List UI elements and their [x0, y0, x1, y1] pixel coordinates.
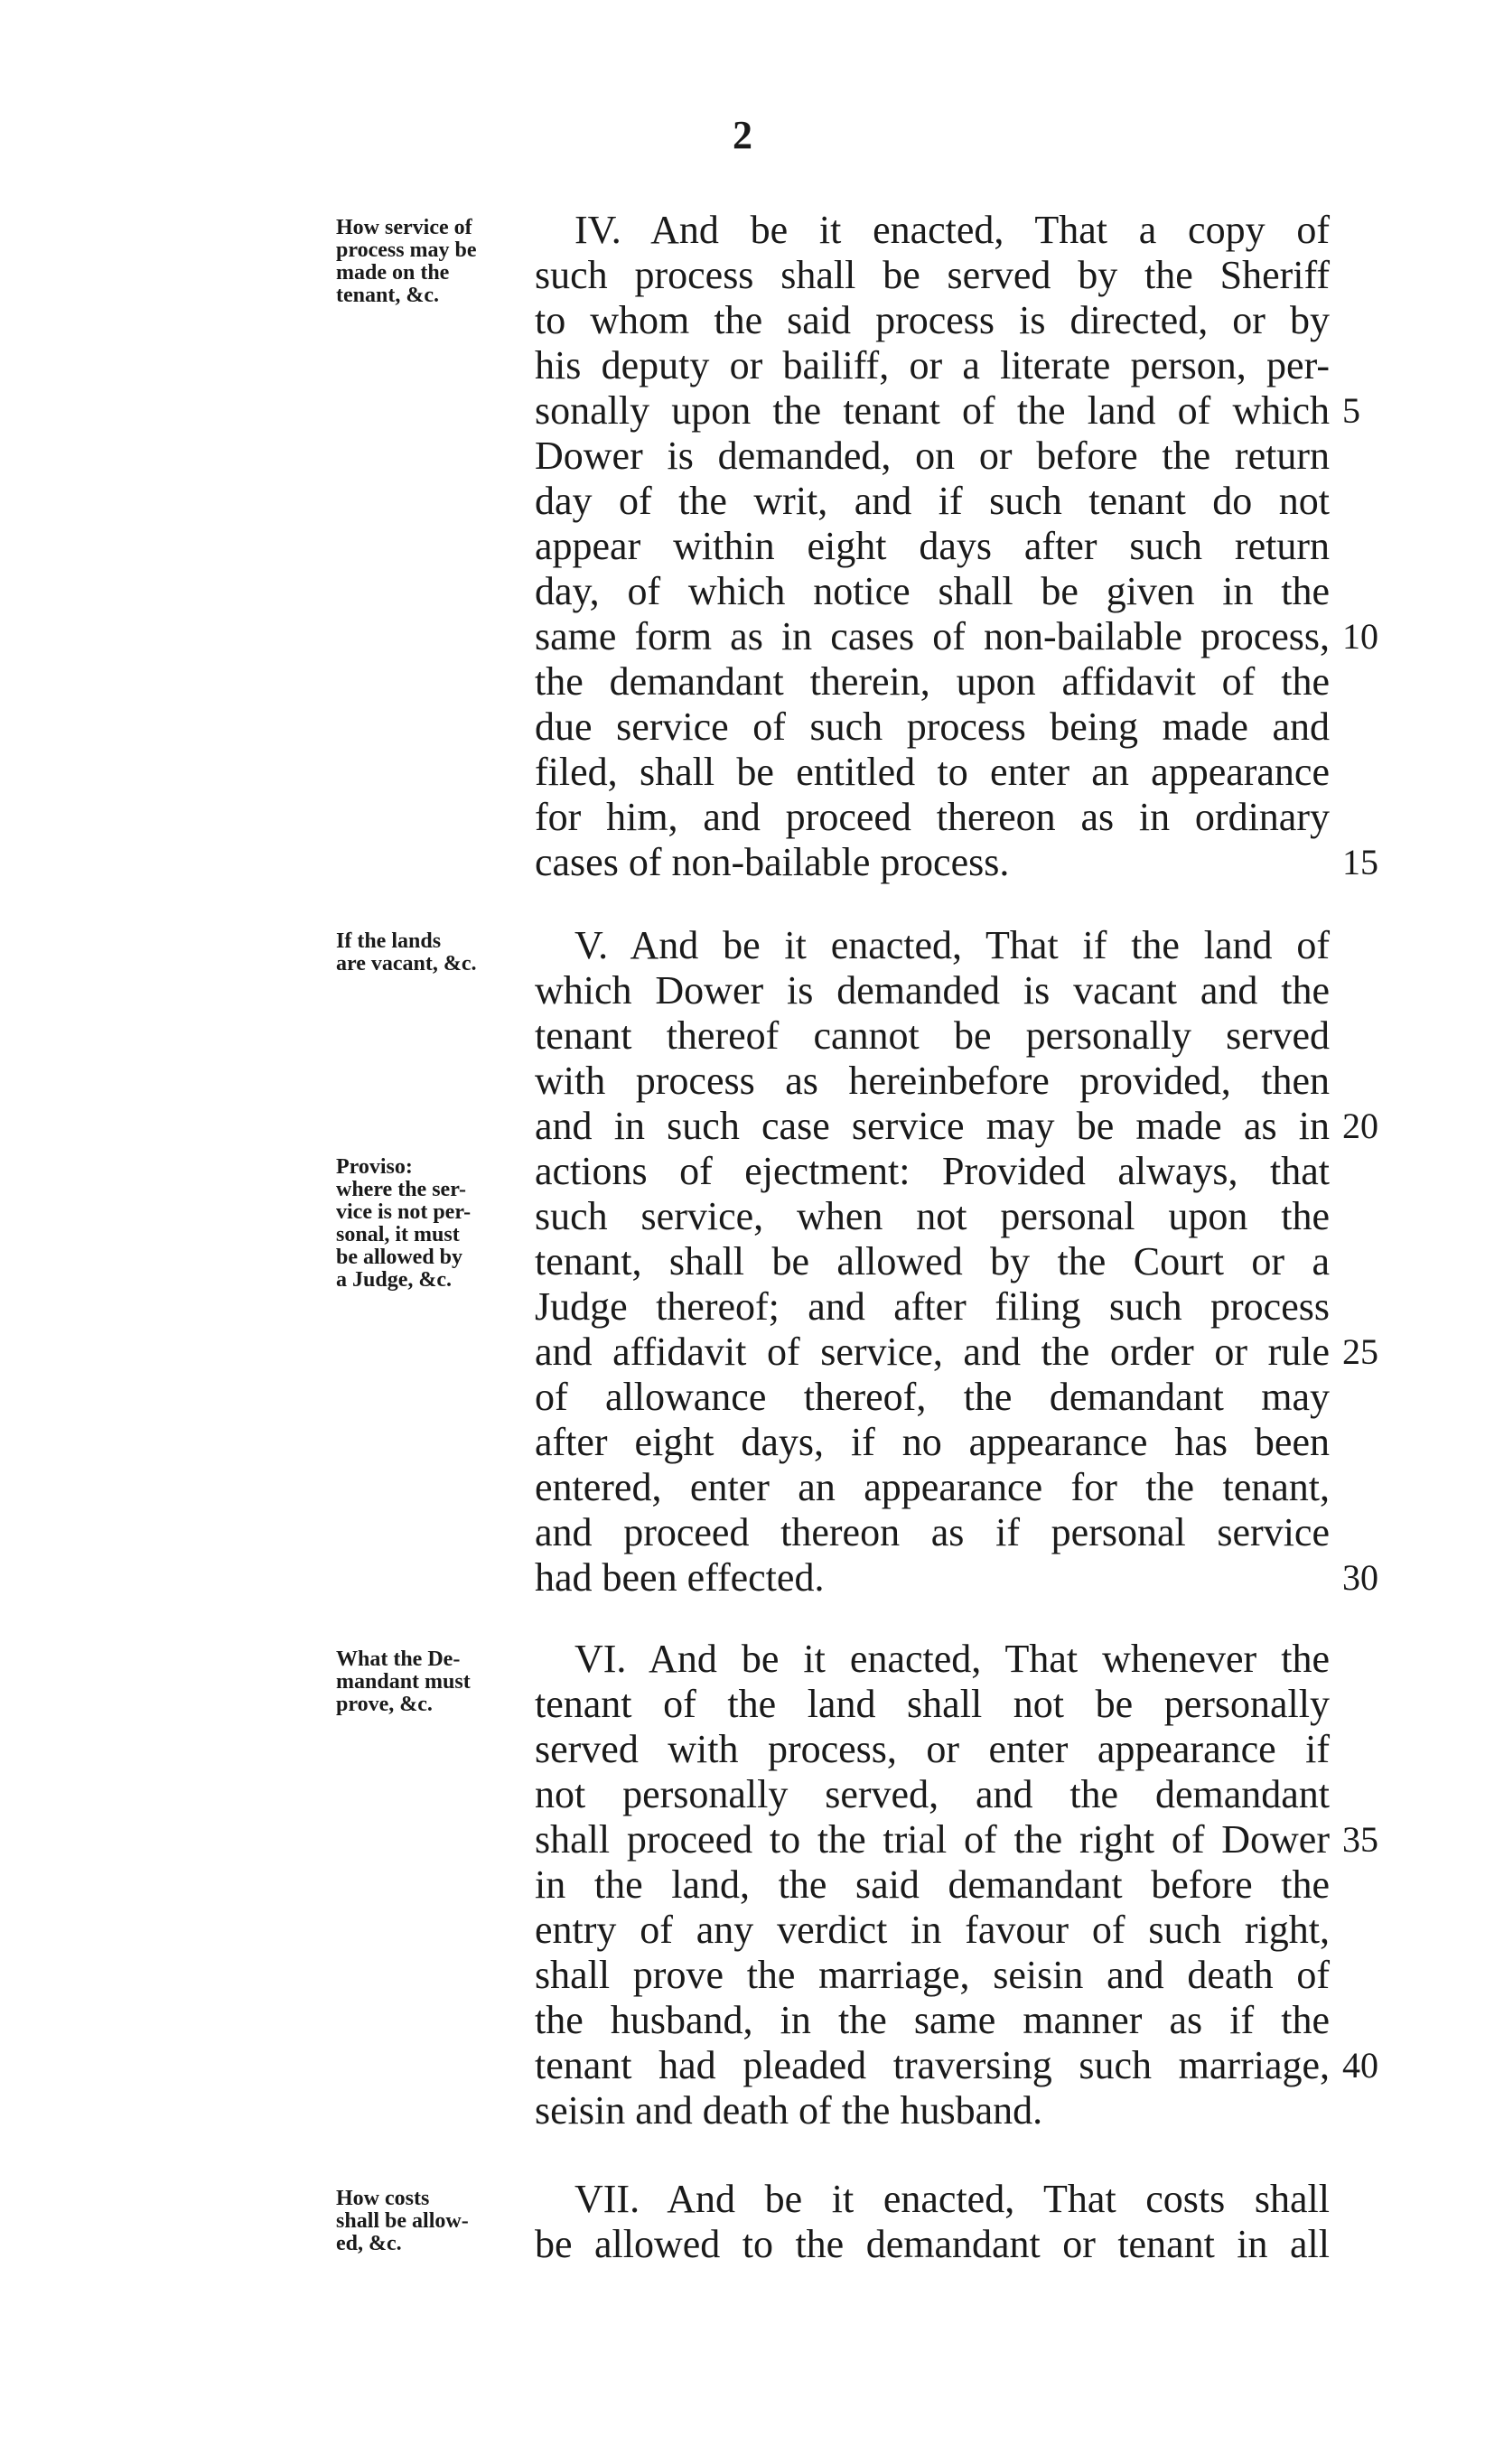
text-line: seisin and death of the husband.: [535, 2088, 1043, 2133]
note-line: Proviso:: [336, 1156, 413, 1179]
note-line: What the De-: [336, 1648, 461, 1671]
note-line: tenant, &c.: [336, 285, 439, 307]
text-line: actions of ejectment: Provided always, that: [535, 1149, 1330, 1193]
line-number: 40: [1342, 2045, 1378, 2086]
text-line: not personally served, and the demandant: [535, 1772, 1330, 1816]
text-line: V. And be it enacted, That if the land of: [574, 923, 1330, 967]
text-line: same form as in cases of non-bailable process,: [535, 614, 1330, 658]
note-line: If the lands: [336, 930, 442, 953]
text-line: to whom the said process is directed, or by: [535, 298, 1330, 342]
text-line: in the land, the said demandant before the: [535, 1862, 1330, 1907]
note-line: How service of: [336, 217, 472, 239]
line-number: 30: [1342, 1557, 1378, 1598]
note-line: mandant must: [336, 1671, 471, 1694]
text-line: day, of which notice shall be given in the: [535, 569, 1330, 613]
text-line: after eight days, if no appearance has been: [535, 1420, 1330, 1464]
marginal-note-prove: [336, 1648, 530, 1716]
line-number: 35: [1342, 1819, 1378, 1860]
text-line: with process as hereinbefore provided, then: [535, 1059, 1330, 1103]
text-line: entered, enter an appearance for the tenant,: [535, 1465, 1330, 1509]
text-line: IV. And be it enacted, That a copy of: [574, 208, 1330, 252]
line-number: 20: [1342, 1106, 1378, 1146]
marginal-note-costs: [336, 2188, 530, 2255]
text-line: of allowance thereof, the demandant may: [535, 1375, 1330, 1419]
note-line: prove, &c.: [336, 1694, 433, 1716]
text-line: tenant had pleaded traversing such marriage,: [535, 2043, 1330, 2087]
marginal-note-proviso: [336, 1156, 530, 1292]
text-line: and proceed thereon as if personal service: [535, 1510, 1330, 1554]
note-line: shall be allow-: [336, 2210, 469, 2233]
text-line: and affidavit of service, and the order or rule: [535, 1330, 1330, 1374]
marginal-note-vacant: [336, 930, 530, 975]
line-number: 25: [1342, 1331, 1378, 1372]
marginal-note-service: [336, 217, 530, 307]
text-line: due service of such process being made and: [535, 705, 1330, 749]
note-line: vice is not per-: [336, 1201, 472, 1224]
text-line: Dower is demanded, on or before the return: [535, 434, 1330, 478]
note-line: process may be: [336, 239, 477, 262]
text-line: day of the writ, and if such tenant do not: [535, 479, 1330, 523]
note-line: are vacant, &c.: [336, 953, 477, 975]
text-line: Judge thereof; and after filing such process: [535, 1284, 1330, 1329]
note-line: made on the: [336, 262, 450, 285]
text-line: appear within eight days after such return: [535, 524, 1330, 568]
text-line: tenant, shall be allowed by the Court or a: [535, 1239, 1330, 1283]
note-line: sonal, it must: [336, 1224, 460, 1246]
text-line: such process shall be served by the Sheriff: [535, 253, 1330, 297]
note-line: be allowed by: [336, 1246, 463, 1269]
text-line: tenant of the land shall not be personally: [535, 1682, 1330, 1726]
text-line: and in such case service may be made as in: [535, 1104, 1330, 1148]
text-line: VII. And be it enacted, That costs shall: [574, 2177, 1330, 2221]
text-line: had been effected.: [535, 1555, 825, 1600]
text-line: which Dower is demanded is vacant and the: [535, 968, 1330, 1013]
page-number: 2: [733, 113, 752, 157]
text-line: tenant thereof cannot be personally served: [535, 1013, 1330, 1058]
text-line: VI. And be it enacted, That whenever the: [574, 1637, 1330, 1681]
text-line: entry of any verdict in favour of such right,: [535, 1908, 1330, 1952]
text-line: shall prove the marriage, seisin and death of: [535, 1953, 1330, 1997]
text-line: filed, shall be entitled to enter an appearance: [535, 750, 1330, 794]
text-line: the husband, in the same manner as if the: [535, 1998, 1330, 2042]
text-line: sonally upon the tenant of the land of which: [535, 388, 1330, 433]
text-line: be allowed to the demandant or tenant in all: [535, 2222, 1330, 2266]
text-line: his deputy or bailiff, or a literate person, per-: [535, 343, 1330, 387]
text-line: shall proceed to the trial of the right of Dower: [535, 1817, 1330, 1862]
text-line: served with process, or enter appearance if: [535, 1727, 1330, 1771]
text-line: such service, when not personal upon the: [535, 1194, 1330, 1238]
note-line: a Judge, &c.: [336, 1269, 452, 1292]
line-number: 10: [1342, 616, 1378, 657]
text-line: for him, and proceed thereon as in ordinary: [535, 795, 1330, 839]
line-number: 15: [1342, 842, 1378, 882]
text-line: the demandant therein, upon affidavit of the: [535, 659, 1330, 704]
line-number: 5: [1342, 390, 1360, 431]
note-line: How costs: [336, 2188, 430, 2210]
text-line: cases of non-bailable process.: [535, 840, 1010, 884]
note-line: ed, &c.: [336, 2233, 402, 2255]
note-line: where the ser-: [336, 1179, 466, 1201]
